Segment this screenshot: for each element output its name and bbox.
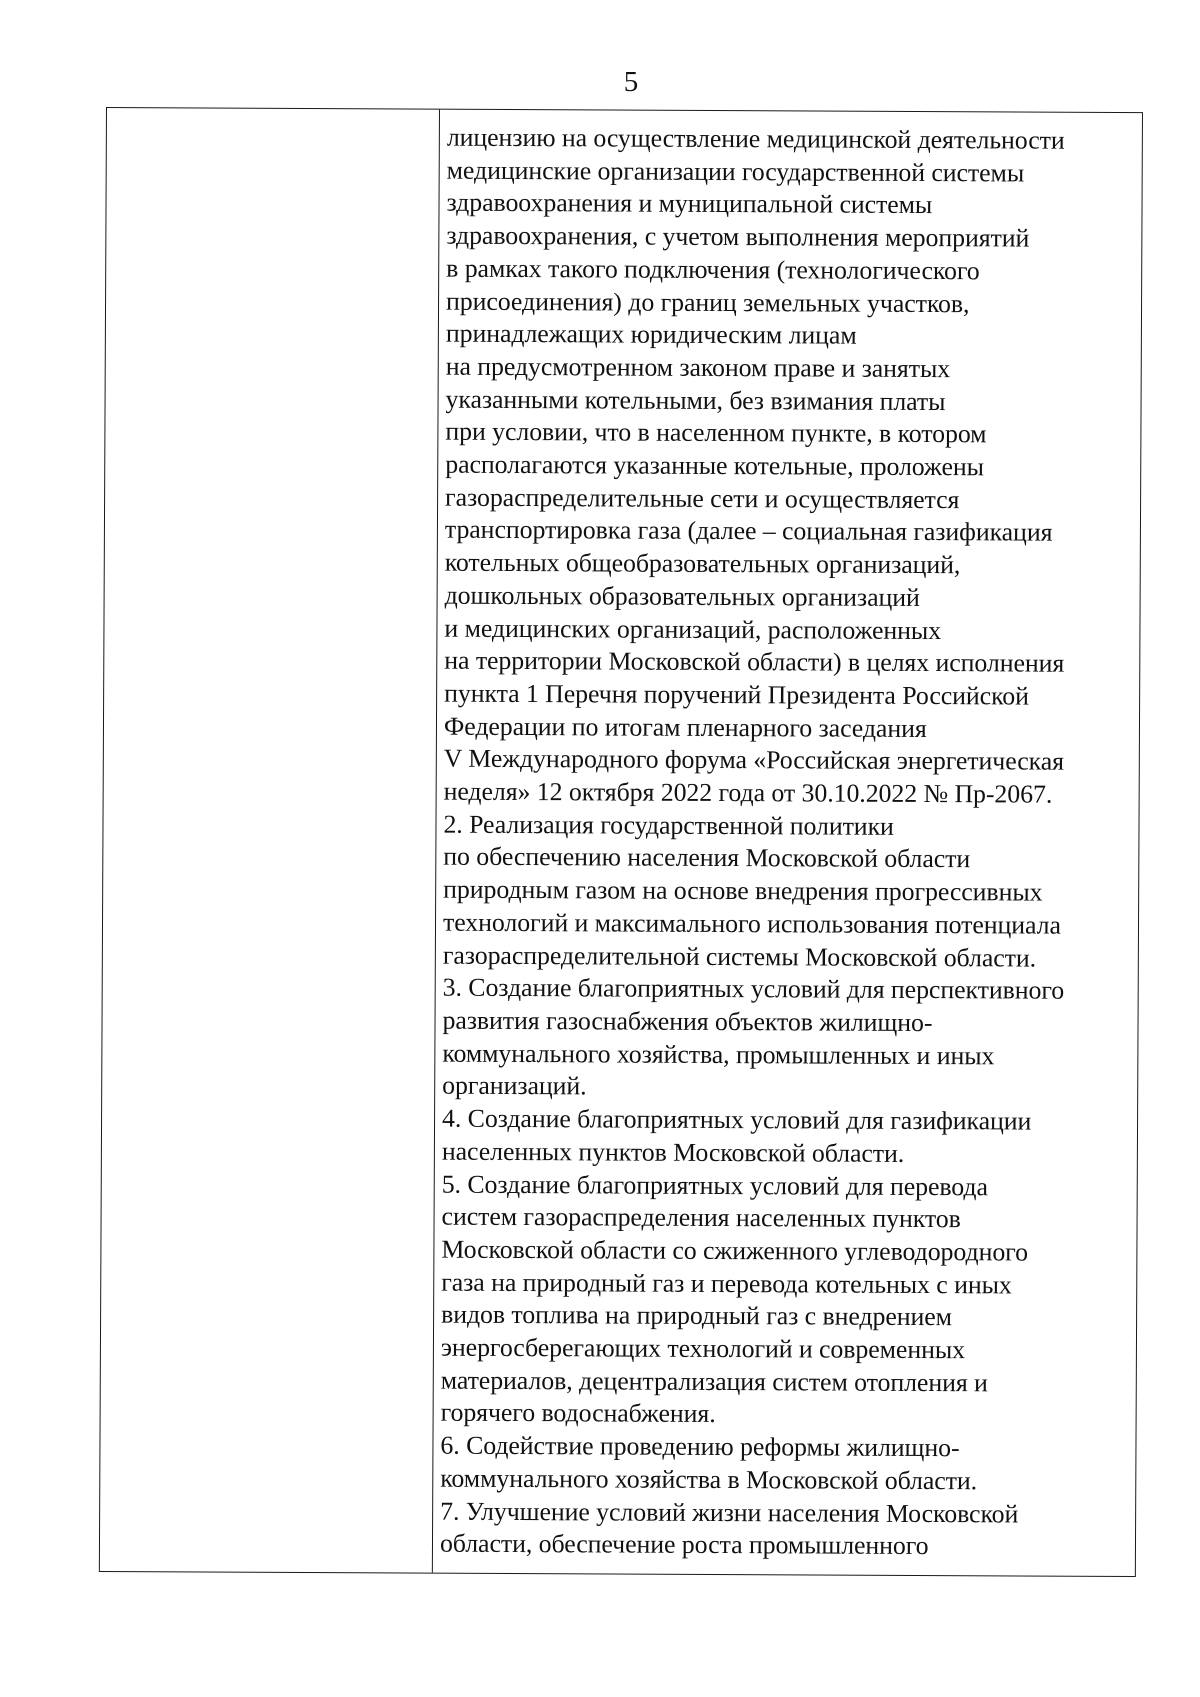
text-line: видов топлива на природный газ с внедрением [441,1299,953,1332]
text-line: технологий и максимального использования потенциала [442,907,1061,940]
text-line: Федерации по итогам пленарного заседания [443,711,927,743]
text-line: в рамках такого подключения (технологического [446,253,980,286]
text-line: и медицинских организаций, расположенных [444,613,942,645]
text-line: Московской области со сжиженного углеводородного [441,1234,1029,1267]
text-line: на территории Московской области) в целях исполнения [444,645,1065,678]
table-right-cell [440,110,1136,1576]
text-line: присоединения) до границ земельных участков, [445,286,970,318]
text-line: здравоохранения и муниципальной системы [446,188,933,220]
text-line: котельных общеобразовательных организаций, [444,547,961,580]
text-line: неделя» 12 октября 2022 года от 30.10.2022 № Пр-2067. [443,776,1053,809]
text-line: материалов, децентрализация систем отопления и [440,1365,988,1398]
text-line: принадлежащих юридическим лицам [445,318,857,350]
text-line: горячего водоснабжения. [440,1398,716,1429]
text-line: транспортировка газа (далее – социальная газификация [444,515,1053,548]
text-line: 6. Содействие проведению реформы жилищно- [440,1430,960,1463]
text-line: располагаются указанные котельные, проложены [445,449,984,482]
text-line: энергосберегающих технологий и современных [440,1332,966,1365]
text-line: 3. Создание благоприятных условий для перспективного [442,972,1065,1005]
table-left-cell [100,108,440,1573]
text-line: населенных пунктов Московской области. [441,1136,905,1168]
text-line: медицинские организации государственной системы [446,155,1025,188]
text-line: природным газом на основе внедрения прогрессивных [443,874,1043,907]
text-line: 4. Создание благоприятных условий для газификации [441,1103,1032,1136]
text-line: V Международного форума «Российская энергетическая [443,744,1065,777]
text-line: указанными котельными, без взимания платы [445,384,946,416]
text-line: 5. Создание благоприятных условий для перевода [441,1169,989,1201]
text-line: газораспределительной системы Московской области. [442,940,1037,973]
text-line: при условии, что в населенном пункте, в котором [445,416,987,449]
document-table [99,107,1143,1577]
text-line: систем газораспределения населенных пунктов [441,1201,961,1234]
text-line: лицензию на осуществление медицинской деятельности [446,122,1065,155]
text-line: организаций. [442,1071,587,1101]
text-line: по обеспечению населения Московской области [443,842,971,874]
text-line: коммунального хозяйства, промышленных и иных [442,1038,995,1071]
text-line: здравоохранения, с учетом выполнения мероприятий [446,220,1030,253]
text-line: на предусмотренном законом праве и занятых [445,351,951,384]
text-line: газораспределительные сети и осуществляется [445,482,960,514]
text-line: дошкольных образовательных организаций [444,580,920,612]
text-line: коммунального хозяйства в Московской области. [440,1463,978,1496]
text-line: газа на природный газ и перевода котельных с иных [441,1267,1012,1300]
page-number: 5 [623,66,639,98]
text-line: пункта 1 Перечня поручений Президента Российской [444,678,1029,711]
text-line: области, обеспечение роста промышленного [439,1528,929,1561]
text-line: 2. Реализация государственной политики [443,809,894,841]
text-line: 7. Улучшение условий жизни населения Московской [440,1496,1019,1529]
text-line: развития газоснабжения объектов жилищно- [442,1005,933,1038]
